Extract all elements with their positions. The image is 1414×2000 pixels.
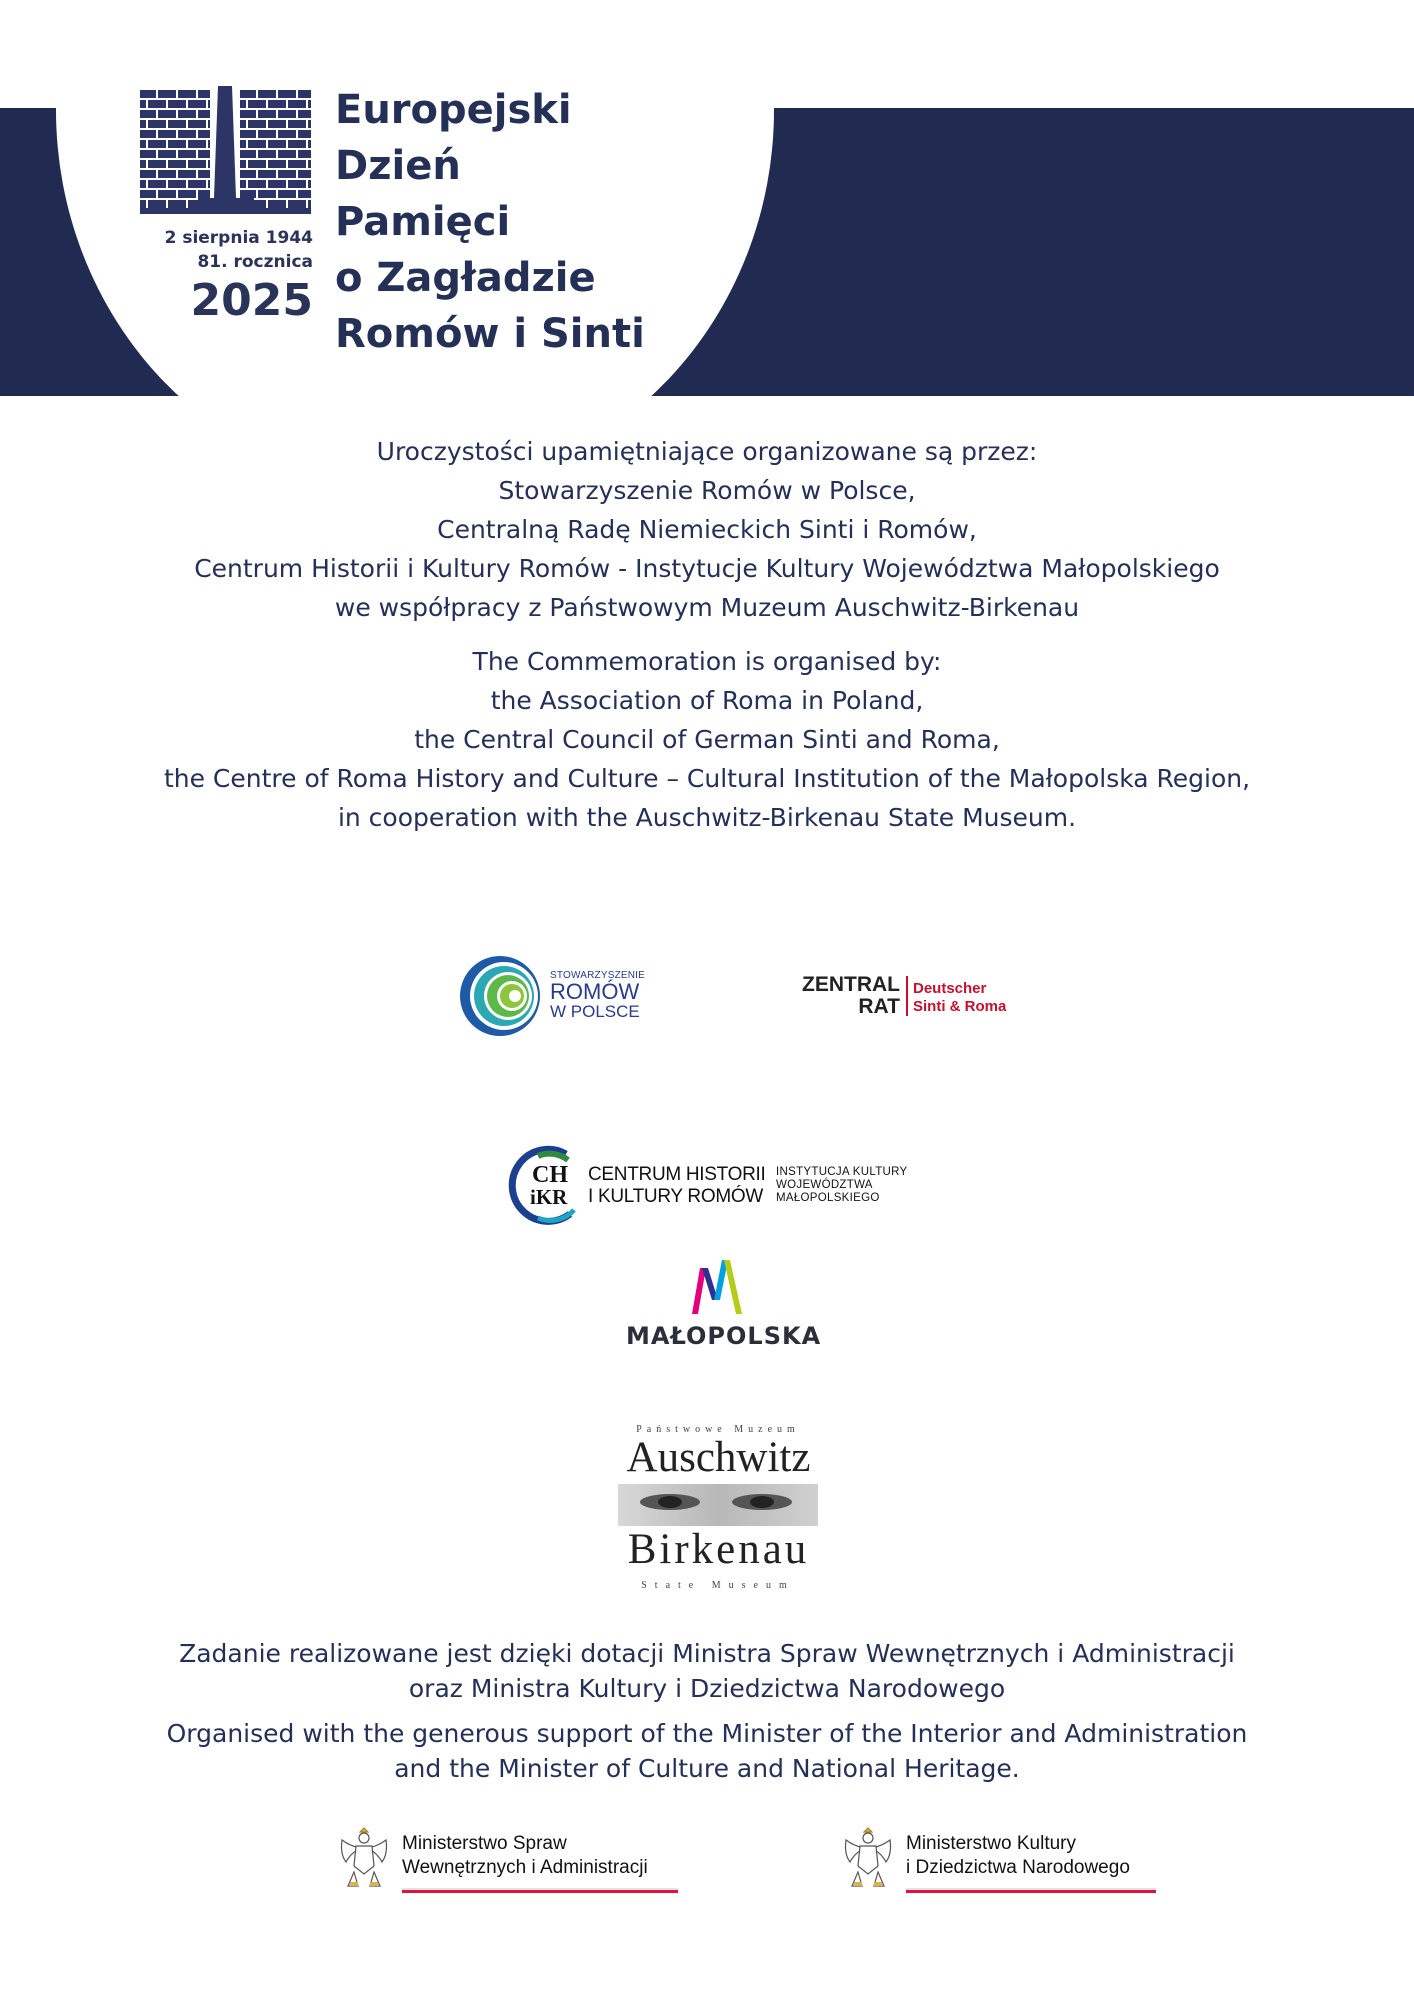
text-line: the Association of Roma in Poland, [490, 686, 924, 715]
malopolska-text: MAŁOPOLSKA [626, 1322, 822, 1350]
ministry-culture-logo [836, 1822, 1196, 1892]
page-title [335, 82, 645, 362]
malopolska-logo [618, 1256, 822, 1356]
title-line: Dzień [335, 143, 461, 189]
organisers-english [107, 642, 1307, 837]
ministry-line: Ministerstwo Spraw [402, 1833, 567, 1854]
ausch-word1: Auschwitz [626, 1434, 811, 1481]
ministry-flag-rule [906, 1888, 1156, 1893]
organisers-polish [107, 432, 1307, 627]
title-line: Pamięci [335, 199, 511, 245]
ausch-eyes-photo-icon [618, 1484, 818, 1526]
text-line: Centrum Historii i Kultury Romów - Instytucje Kultury Województwa Małopolskiego [194, 554, 1220, 583]
ministry-line: Wewnętrznych i Administracji [402, 1857, 648, 1878]
text-line: Zadanie realizowane jest dzięki dotacji Ministra Spraw Wewnętrznych i Administracji [179, 1639, 1235, 1668]
ministry-line: i Dziedzictwa Narodowego [906, 1857, 1130, 1878]
srp-big-text: ROMÓW [550, 979, 640, 1004]
zr-right-line: Deutscher [913, 980, 987, 997]
text-line: and the Minister of Culture and National Heritage. [394, 1754, 1020, 1783]
text-line: the Central Council of German Sinti and Roma, [414, 725, 1000, 754]
support-english [107, 1716, 1307, 1786]
zr-divider [906, 976, 908, 1016]
srp-small-text: STOWARZYSZENIE [550, 970, 646, 981]
srp-logo [458, 954, 658, 1038]
chikr-inst-line: MAŁOPOLSKIEGO [776, 1192, 880, 1204]
title-line: Europejski [335, 87, 572, 133]
anniversary-text: 81. rocznica [197, 252, 313, 272]
chikr-mark-bottom: iKR [530, 1185, 568, 1209]
text-line: the Centre of Roma History and Culture – Cultural Institution of the Małopolska Region, [163, 764, 1251, 793]
srp-mid-text: W POLSCE [550, 1002, 640, 1021]
malopolska-m-icon [618, 1256, 818, 1320]
memorial-wall-icon [138, 86, 313, 218]
ministry-flag-rule [402, 1888, 678, 1893]
year-text: 2025 [190, 275, 313, 326]
zentralrat-logo [786, 972, 1016, 1022]
title-line: o Zagładzie [335, 255, 596, 301]
chikr-inst-line: INSTYTUCJA KULTURY [776, 1166, 908, 1178]
title-line: Romów i Sinti [335, 311, 645, 357]
zr-left-line: ZENTRAL [802, 973, 900, 996]
ausch-bottom-small: State Museum [641, 1580, 795, 1591]
text-line: The Commemoration is organised by: [472, 647, 942, 676]
date-block [138, 226, 313, 326]
date-text: 2 sierpnia 1944 [164, 228, 313, 248]
text-line: we współpracy z Państwowym Muzeum Auschwitz-Birkenau [334, 593, 1080, 622]
polish-eagle-icon [836, 1822, 900, 1890]
ministry-interior-logo [332, 1822, 692, 1892]
chikr-mark-icon [508, 1144, 588, 1228]
text-line: Uroczystości upamiętniające organizowane są przez: [376, 437, 1038, 466]
chikr-mark-top: CH [532, 1162, 568, 1188]
text-line: oraz Ministra Kultury i Dziedzictwa Narodowego [408, 1674, 1006, 1703]
polish-eagle-icon [332, 1822, 396, 1890]
zr-right-line: Sinti & Roma [913, 998, 1007, 1015]
chikr-logo [508, 1144, 928, 1228]
chikr-name-line: CENTRUM HISTORII [588, 1164, 766, 1185]
text-line: in cooperation with the Auschwitz-Birkenau State Museum. [337, 803, 1077, 832]
chikr-name-line: I KULTURY ROMÓW [588, 1186, 763, 1207]
ausch-top-small: Państwowe Muzeum [636, 1424, 800, 1435]
support-polish [107, 1636, 1307, 1706]
ausch-word2: Birkenau [627, 1526, 810, 1573]
text-line: Stowarzyszenie Romów w Polsce, [498, 476, 916, 505]
srp-circles-icon [458, 954, 546, 1038]
text-line: Centralną Radę Niemieckich Sinti i Romów, [437, 515, 977, 544]
ministry-line: Ministerstwo Kultury [906, 1833, 1076, 1854]
zr-left-line: RAT [858, 995, 900, 1018]
text-line: Organised with the generous support of the Minister of the Interior and Administration [166, 1719, 1248, 1748]
chikr-inst-line: WOJEWÓDZTWA [776, 1179, 873, 1191]
auschwitz-birkenau-logo [616, 1424, 821, 1594]
